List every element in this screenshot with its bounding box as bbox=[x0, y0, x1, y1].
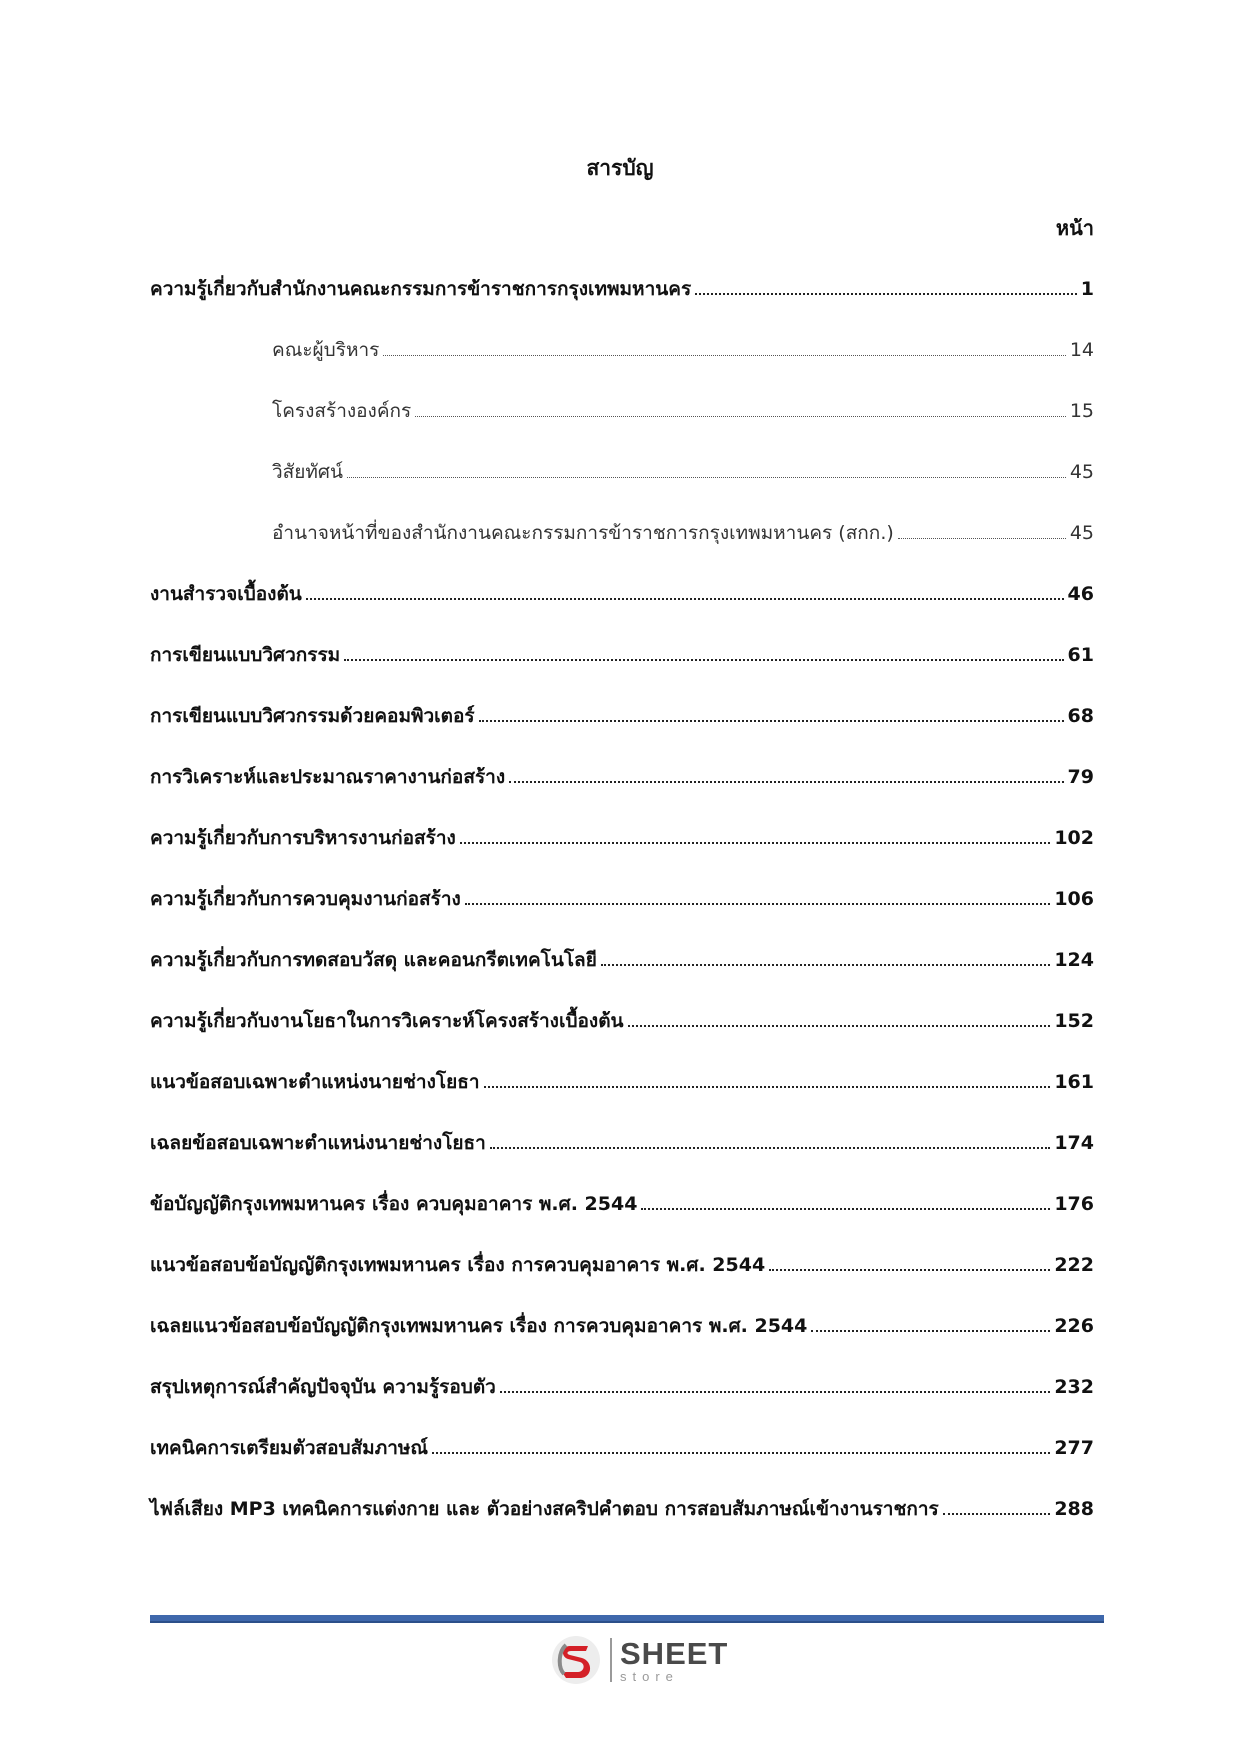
toc-entry-label: อำนาจหน้าที่ของสำนักงานคณะกรรมการข้าราชการกรุงเทพมหานคร (สกก.) bbox=[272, 522, 894, 544]
toc-entry-page: 152 bbox=[1054, 1010, 1094, 1032]
toc-entry-label: ความรู้เกี่ยวกับสำนักงานคณะกรรมการข้าราชการกรุงเทพมหานคร bbox=[150, 278, 692, 300]
toc-entry-label: งานสำรวจเบื้องต้น bbox=[150, 583, 302, 605]
toc-dot-leader bbox=[347, 477, 1066, 478]
table-of-contents bbox=[150, 274, 1094, 1555]
toc-entry bbox=[150, 579, 1094, 640]
sheet-store-s-icon bbox=[550, 1634, 602, 1686]
toc-entry bbox=[150, 1067, 1094, 1128]
toc-entry-page: 288 bbox=[1054, 1498, 1094, 1520]
toc-entry-page: 102 bbox=[1054, 827, 1094, 849]
toc-subentry bbox=[150, 396, 1094, 457]
toc-entry bbox=[150, 823, 1094, 884]
toc-entry-page: 176 bbox=[1054, 1193, 1094, 1215]
logo-word: SHEET bbox=[620, 1635, 729, 1671]
toc-entry-page: 45 bbox=[1069, 522, 1094, 544]
toc-entry-label: ความรู้เกี่ยวกับการบริหารงานก่อสร้าง bbox=[150, 827, 456, 849]
toc-dot-leader bbox=[490, 1147, 1051, 1149]
toc-entry bbox=[150, 640, 1094, 701]
toc-entry bbox=[150, 1250, 1094, 1311]
toc-entry-page: 61 bbox=[1067, 644, 1094, 666]
toc-entry-page: 232 bbox=[1054, 1376, 1094, 1398]
page-title: สารบัญ bbox=[586, 156, 654, 180]
toc-entry bbox=[150, 701, 1094, 762]
toc-entry-page: 15 bbox=[1069, 400, 1094, 422]
toc-dot-leader bbox=[811, 1330, 1050, 1332]
toc-entry-label: เฉลยแนวข้อสอบข้อบัญญัติกรุงเทพมหานคร เรื่อง การควบคุมอาคาร พ.ศ. 2544 bbox=[150, 1315, 808, 1337]
toc-entry-label: การเขียนแบบวิศวกรรม bbox=[150, 644, 341, 666]
toc-dot-leader bbox=[500, 1391, 1050, 1393]
toc-entry-page: 124 bbox=[1054, 949, 1094, 971]
toc-dot-leader bbox=[432, 1452, 1050, 1454]
toc-entry bbox=[150, 1189, 1094, 1250]
toc-dot-leader bbox=[769, 1269, 1050, 1271]
toc-entry-page: 14 bbox=[1069, 339, 1094, 361]
toc-entry-page: 79 bbox=[1067, 766, 1094, 788]
footer-logo bbox=[550, 1634, 728, 1686]
footer-rule bbox=[150, 1615, 1104, 1623]
toc-entry-label: ความรู้เกี่ยวกับงานโยธาในการวิเคราะห์โครงสร้างเบื้องต้น bbox=[150, 1010, 624, 1032]
toc-entry bbox=[150, 1433, 1094, 1494]
toc-entry-page: 277 bbox=[1054, 1437, 1094, 1459]
toc-dot-leader bbox=[344, 659, 1063, 661]
toc-dot-leader bbox=[460, 842, 1051, 844]
toc-entry-label: การเขียนแบบวิศวกรรมด้วยคอมพิวเตอร์ bbox=[150, 705, 475, 727]
toc-entry-page: 106 bbox=[1054, 888, 1094, 910]
toc-dot-leader bbox=[484, 1086, 1051, 1088]
toc-entry-label: สรุปเหตุการณ์สำคัญปัจจุบัน ความรู้รอบตัว bbox=[150, 1376, 496, 1398]
toc-dot-leader bbox=[383, 355, 1065, 356]
toc-entry-page: 174 bbox=[1054, 1132, 1094, 1154]
toc-dot-leader bbox=[306, 598, 1064, 600]
toc-entry-label: ความรู้เกี่ยวกับการควบคุมงานก่อสร้าง bbox=[150, 888, 461, 910]
toc-dot-leader bbox=[628, 1025, 1051, 1027]
logo-subtitle: store bbox=[620, 1668, 679, 1684]
toc-dot-leader bbox=[898, 538, 1066, 539]
toc-entry-label: เฉลยข้อสอบเฉพาะตำแหน่งนายช่างโยธา bbox=[150, 1132, 486, 1154]
toc-dot-leader bbox=[601, 964, 1051, 966]
toc-subentry bbox=[150, 518, 1094, 579]
toc-subentry bbox=[150, 457, 1094, 518]
toc-entry bbox=[150, 945, 1094, 1006]
toc-entry-label: ความรู้เกี่ยวกับการทดสอบวัสดุ และคอนกรีตเทคโนโลยี bbox=[150, 949, 597, 971]
toc-entry-label: แนวข้อสอบเฉพาะตำแหน่งนายช่างโยธา bbox=[150, 1071, 480, 1093]
toc-entry bbox=[150, 1494, 1094, 1555]
toc-entry bbox=[150, 274, 1094, 335]
toc-entry bbox=[150, 884, 1094, 945]
toc-dot-leader bbox=[641, 1208, 1050, 1210]
logo-text bbox=[620, 1635, 729, 1684]
toc-entry-label: ไฟล์เสียง MP3 เทคนิคการแต่งกาย และ ตัวอย่างสคริปคำตอบ การสอบสัมภาษณ์เข้างานราชการ bbox=[150, 1498, 939, 1520]
toc-dot-leader bbox=[943, 1513, 1051, 1515]
toc-dot-leader bbox=[465, 903, 1051, 905]
toc-entry bbox=[150, 1311, 1094, 1372]
toc-entry-page: 226 bbox=[1054, 1315, 1094, 1337]
toc-subentry bbox=[150, 335, 1094, 396]
toc-entry-label: โครงสร้างองค์กร bbox=[272, 400, 412, 422]
toc-entry-label: แนวข้อสอบข้อบัญญัติกรุงเทพมหานคร เรื่อง การควบคุมอาคาร พ.ศ. 2544 bbox=[150, 1254, 766, 1276]
toc-dot-leader bbox=[415, 416, 1066, 417]
toc-entry-page: 1 bbox=[1080, 278, 1094, 300]
toc-entry-label: วิสัยทัศน์ bbox=[272, 461, 343, 483]
toc-entry-page: 46 bbox=[1067, 583, 1094, 605]
toc-entry bbox=[150, 1372, 1094, 1433]
toc-entry-page: 45 bbox=[1069, 461, 1094, 483]
page-column-header: หน้า bbox=[1055, 216, 1094, 240]
toc-dot-leader bbox=[509, 781, 1063, 783]
toc-dot-leader bbox=[695, 293, 1077, 295]
toc-entry bbox=[150, 1006, 1094, 1067]
toc-entry bbox=[150, 762, 1094, 823]
toc-entry-label: ข้อบัญญัติกรุงเทพมหานคร เรื่อง ควบคุมอาคาร พ.ศ. 2544 bbox=[150, 1193, 638, 1215]
toc-dot-leader bbox=[479, 720, 1064, 722]
toc-entry-label: เทคนิคการเตรียมตัวสอบสัมภาษณ์ bbox=[150, 1437, 429, 1459]
toc-entry-page: 68 bbox=[1067, 705, 1094, 727]
logo-divider bbox=[610, 1638, 612, 1682]
toc-entry-label: การวิเคราะห์และประมาณราคางานก่อสร้าง bbox=[150, 766, 506, 788]
toc-entry-label: คณะผู้บริหาร bbox=[272, 339, 380, 361]
toc-entry-page: 222 bbox=[1054, 1254, 1094, 1276]
toc-entry bbox=[150, 1128, 1094, 1189]
toc-entry-page: 161 bbox=[1054, 1071, 1094, 1093]
